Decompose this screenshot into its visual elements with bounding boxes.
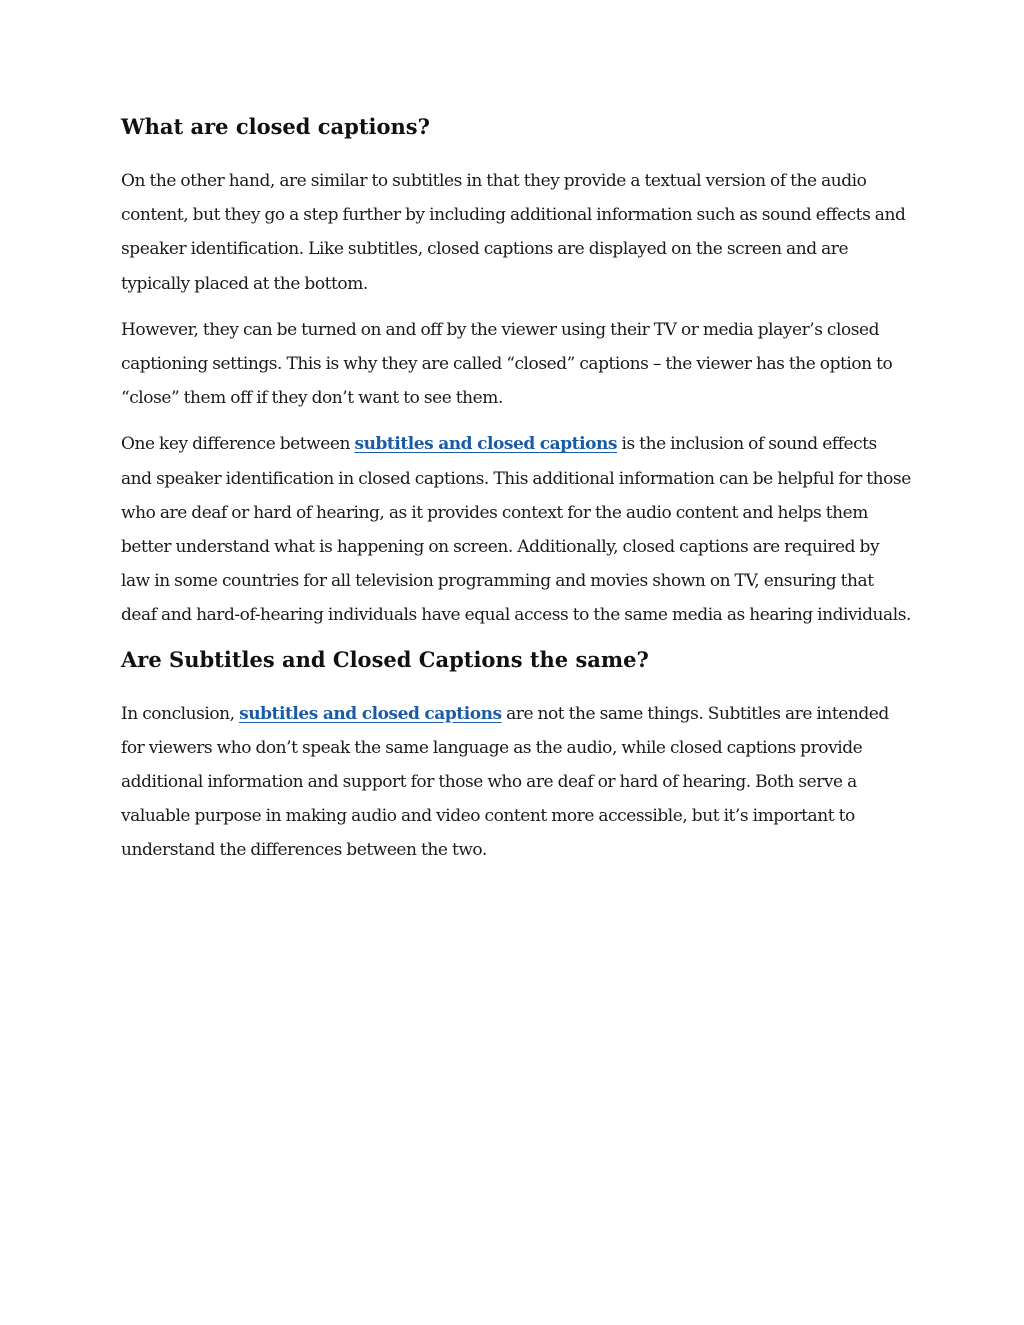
document-page [121,112,911,880]
section-heading-closed-captions: What are closed captions? [121,114,430,139]
paragraph-text: On the other hand, are similar to subtitles in that they provide a textual version of the audio content, but they go a step further by including additional information such as sound effects and speaker identification. Like subtitles, closed captions are displayed on the screen and are typically placed at the bottom. [121,171,906,294]
paragraph-text: However, they can be turned on and off by the viewer using their TV or media player’s closed captioning settings. This is why they are called “closed” captions – the viewer has the option to “close” them off if they don’t want to see them. [121,319,893,409]
paragraph-closed-captions-intro [121,164,911,301]
paragraph-conclusion [121,697,911,868]
paragraph-text-before-link: In conclusion, [121,703,240,724]
paragraph-text-after-link: is the inclusion of sound effects and speaker identification in closed captions. This additional information can be helpful for those who are deaf or hard of hearing, as it provides context for the audio content and helps them better understand what is happening on screen. Additionally, closed captions are required by law in some countries for all television programming and movies shown on TV, ensuring that deaf and hard-of-hearing individuals have equal access to the same media as hearing individuals. [121,434,911,626]
paragraph-key-difference [121,427,911,632]
paragraph-closed-captions-toggle [121,313,911,416]
paragraph-text-after-link: are not the same things. Subtitles are intended for viewers who don’t speak the same language as the audio, while closed captions provide additional information and support for those who are deaf or hard of hearing. Both serve a valuable purpose in making audio and video content more accessible, but it’s important to understand the differences between the two. [121,703,889,861]
subtitles-captions-link-conclusion[interactable]: subtitles and closed captions [239,703,502,724]
section-heading-same: Are Subtitles and Closed Captions the same? [121,646,649,672]
subtitles-captions-link[interactable]: subtitles and closed captions [354,434,618,455]
paragraph-text-before-link: One key difference between [121,434,355,455]
